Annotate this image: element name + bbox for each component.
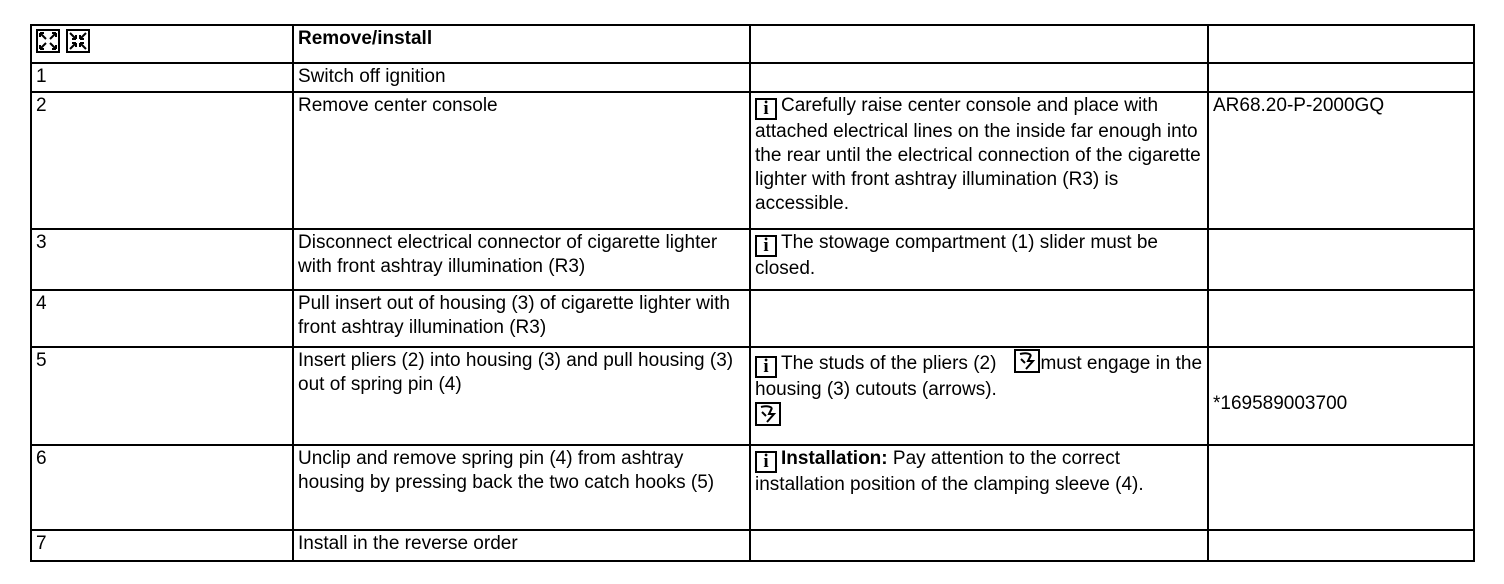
- step-ref: [1208, 92, 1474, 229]
- step-action: Insert pliers (2) into housing (3) and pull housing (3) out of spring pin (4): [293, 347, 750, 445]
- step-action: Unclip and remove spring pin (4) from ashtray housing by pressing back the two catch hooks (5): [293, 445, 750, 530]
- step-note: [750, 530, 1208, 561]
- procedure-table: [30, 24, 1475, 562]
- table-row: [31, 530, 1474, 561]
- note-label: Installation:: [781, 448, 888, 469]
- step-number: 5: [31, 347, 293, 445]
- page-title: Remove/install: [298, 28, 433, 49]
- step-note: [750, 63, 1208, 92]
- info-icon: i: [755, 451, 777, 473]
- header-row: [31, 25, 1474, 63]
- table-row: [31, 63, 1474, 92]
- step-number: 6: [31, 445, 293, 530]
- header-empty-cell: [1208, 25, 1474, 63]
- step-ref: [1208, 290, 1474, 347]
- step-ref: [1208, 445, 1474, 530]
- step-number: 7: [31, 530, 293, 561]
- note-text: must engage in the housing (3) cutouts (arrows).: [755, 353, 1203, 400]
- table-row: [31, 445, 1474, 530]
- step-note: [750, 445, 1208, 530]
- expand-icon[interactable]: [36, 29, 60, 53]
- tool-number-link[interactable]: *169589003700: [1213, 393, 1348, 414]
- step-action: Remove center console: [293, 92, 750, 229]
- step-ref: [1208, 63, 1474, 92]
- step-action: Switch off ignition: [293, 63, 750, 92]
- table-row: [31, 92, 1474, 229]
- reference-link[interactable]: AR68.20-P-2000GQ: [1213, 95, 1385, 116]
- step-number: 1: [31, 63, 293, 92]
- step-note: [750, 347, 1208, 445]
- header-icons-cell: [31, 25, 293, 63]
- note-text: The studs of the pliers (2): [781, 353, 997, 374]
- table-row: [31, 229, 1474, 290]
- note-text: Carefully raise center console and place with attached electrical lines on the inside far enough into the rear until the electrical connection of the cigarette lighter with front ashtray illumination (R3) is accessible.: [755, 95, 1201, 214]
- step-action: Disconnect electrical connector of cigarette lighter with front ashtray illumination (R3): [293, 229, 750, 290]
- info-icon: i: [755, 356, 777, 378]
- step-action: Pull insert out of housing (3) of cigarette lighter with front ashtray illumination (R3): [293, 290, 750, 347]
- special-tool-icon[interactable]: [755, 402, 781, 426]
- header-empty-cell: [750, 25, 1208, 63]
- note-text: Pay attention to the correct installation position of the clamping sleeve (4).: [755, 448, 1144, 495]
- step-note: [750, 229, 1208, 290]
- table-row: [31, 290, 1474, 347]
- step-ref: [1208, 530, 1474, 561]
- info-icon: i: [755, 235, 777, 257]
- header-title: [293, 25, 750, 63]
- step-number: 3: [31, 229, 293, 290]
- step-action: Install in the reverse order: [293, 530, 750, 561]
- special-tool-icon[interactable]: [1014, 349, 1040, 373]
- note-text: The stowage compartment (1) slider must be closed.: [755, 232, 1158, 279]
- step-ref: [1208, 229, 1474, 290]
- collapse-icon[interactable]: [66, 29, 90, 53]
- table-row: [31, 347, 1474, 445]
- step-number: 2: [31, 92, 293, 229]
- step-ref: [1208, 347, 1474, 445]
- step-number: 4: [31, 290, 293, 347]
- step-note: [750, 92, 1208, 229]
- step-note: [750, 290, 1208, 347]
- info-icon: i: [755, 98, 777, 120]
